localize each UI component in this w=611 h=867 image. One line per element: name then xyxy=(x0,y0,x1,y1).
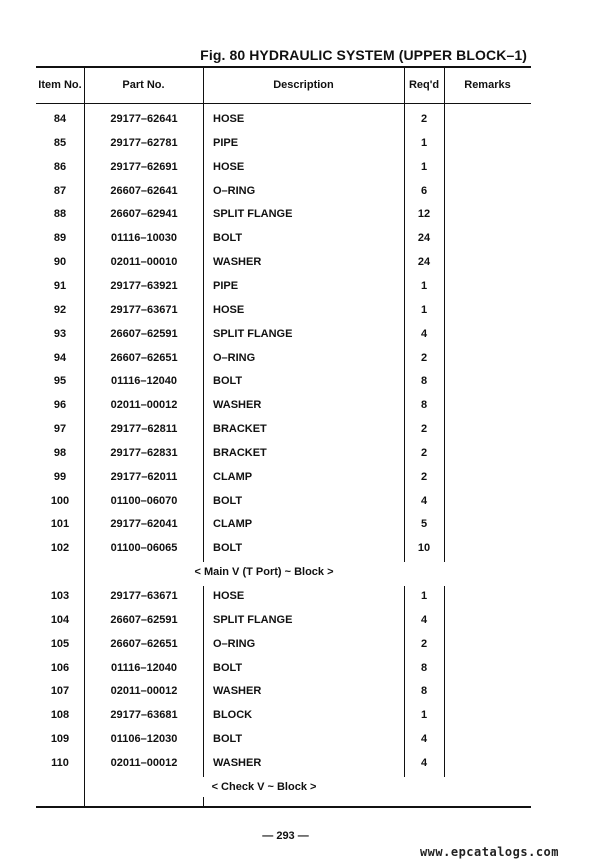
item-number: 95 xyxy=(53,375,67,387)
part-number: 26607–62591 xyxy=(110,328,178,340)
quantity-required: 1 xyxy=(420,709,428,721)
quantity-required: 24 xyxy=(417,232,431,244)
quantity-required: 1 xyxy=(420,590,428,602)
description: WASHER xyxy=(213,256,262,268)
description: BOLT xyxy=(213,542,243,554)
quantity-required: 2 xyxy=(420,638,428,650)
description: SPLIT FLANGE xyxy=(213,614,293,626)
quantity-required: 4 xyxy=(420,328,428,340)
header-reqd: Req'd xyxy=(408,79,440,91)
item-number: 87 xyxy=(53,185,67,197)
item-number: 94 xyxy=(53,352,67,364)
item-number: 102 xyxy=(50,542,70,554)
part-number: 26607–62591 xyxy=(110,614,178,626)
quantity-required: 1 xyxy=(420,137,428,149)
part-number: 29177–62041 xyxy=(110,518,178,530)
quantity-required: 8 xyxy=(420,662,428,674)
item-number: 90 xyxy=(53,256,67,268)
quantity-required: 4 xyxy=(420,495,428,507)
table-top-rule xyxy=(36,66,531,68)
quantity-required: 8 xyxy=(420,399,428,411)
description: BRACKET xyxy=(213,447,267,459)
quantity-required: 5 xyxy=(420,518,428,530)
item-number: 99 xyxy=(53,471,67,483)
quantity-required: 1 xyxy=(420,161,428,173)
item-number: 92 xyxy=(53,304,67,316)
description: PIPE xyxy=(213,280,239,292)
quantity-required: 6 xyxy=(420,185,428,197)
description: SPLIT FLANGE xyxy=(213,208,293,220)
quantity-required: 8 xyxy=(420,685,428,697)
part-number: 29177–62781 xyxy=(110,137,178,149)
item-number: 97 xyxy=(53,423,67,435)
item-number: 110 xyxy=(51,757,69,769)
header-bottom-rule xyxy=(36,103,531,104)
description: HOSE xyxy=(213,590,245,602)
description: WASHER xyxy=(213,685,262,697)
item-number: 88 xyxy=(53,208,67,220)
watermark: www.epcatalogs.com xyxy=(419,845,559,859)
column-divider xyxy=(444,104,445,562)
column-divider xyxy=(444,586,445,777)
description: BOLT xyxy=(213,733,243,745)
item-number: 96 xyxy=(53,399,67,411)
part-number: 01116–12040 xyxy=(110,662,178,674)
part-number: 01100–06070 xyxy=(110,495,178,507)
header-part-no: Part No. xyxy=(122,79,165,91)
part-number: 29177–63671 xyxy=(110,304,178,316)
part-number: 02011–00010 xyxy=(110,256,178,268)
quantity-required: 8 xyxy=(420,375,428,387)
description: BOLT xyxy=(213,662,243,674)
part-number: 29177–63681 xyxy=(110,709,178,721)
part-number: 01106–12030 xyxy=(110,733,178,745)
part-number: 26607–62651 xyxy=(110,638,178,650)
item-number: 100 xyxy=(50,495,70,507)
quantity-required: 4 xyxy=(420,757,428,769)
description: O–RING xyxy=(213,352,256,364)
figure-title: Fig. 80 HYDRAULIC SYSTEM (UPPER BLOCK–1) xyxy=(200,47,527,63)
part-number: 29177–62641 xyxy=(110,113,178,125)
part-number: 29177–62811 xyxy=(110,423,178,435)
quantity-required: 2 xyxy=(420,447,428,459)
item-number: 89 xyxy=(53,232,67,244)
item-number: 109 xyxy=(50,733,70,745)
item-number: 108 xyxy=(50,709,70,721)
quantity-required: 2 xyxy=(420,113,428,125)
part-number: 29177–62011 xyxy=(110,471,178,483)
header-description: Description xyxy=(273,79,334,91)
part-number: 02011–00012 xyxy=(110,757,178,769)
quantity-required: 4 xyxy=(420,614,428,626)
section-label: < Main V (T Port) ~ Block > xyxy=(194,566,334,578)
part-number: 26607–62641 xyxy=(110,185,178,197)
part-number: 26607–62941 xyxy=(110,208,178,220)
part-number: 29177–63921 xyxy=(110,280,178,292)
quantity-required: 1 xyxy=(420,304,428,316)
description: SPLIT FLANGE xyxy=(213,328,293,340)
part-number: 29177–62831 xyxy=(110,447,178,459)
quantity-required: 2 xyxy=(420,423,428,435)
quantity-required: 2 xyxy=(420,471,428,483)
item-number: 106 xyxy=(50,662,70,674)
quantity-required: 10 xyxy=(417,542,431,554)
item-number: 98 xyxy=(53,447,67,459)
item-number: 103 xyxy=(50,590,70,602)
part-number: 01100–06065 xyxy=(110,542,178,554)
part-number: 02011–00012 xyxy=(110,685,178,697)
item-number: 107 xyxy=(50,685,70,697)
part-number: 01116–12040 xyxy=(110,375,178,387)
description: HOSE xyxy=(213,113,245,125)
description: BOLT xyxy=(213,495,243,507)
quantity-required: 24 xyxy=(417,256,431,268)
item-number: 104 xyxy=(50,614,70,626)
description: WASHER xyxy=(213,399,262,411)
item-number: 101 xyxy=(50,518,70,530)
part-number: 26607–62651 xyxy=(110,352,178,364)
column-divider xyxy=(203,797,204,807)
description: BOLT xyxy=(213,375,243,387)
header-remarks: Remarks xyxy=(464,79,511,91)
item-number: 84 xyxy=(53,113,67,125)
description: CLAMP xyxy=(213,471,253,483)
item-number: 105 xyxy=(50,638,70,650)
description: O–RING xyxy=(213,638,256,650)
part-number: 29177–63671 xyxy=(110,590,178,602)
item-number: 86 xyxy=(53,161,67,173)
part-number: 02011–00012 xyxy=(110,399,178,411)
description: BRACKET xyxy=(213,423,267,435)
description: HOSE xyxy=(213,304,245,316)
description: BOLT xyxy=(213,232,243,244)
section-label: < Check V ~ Block > xyxy=(211,781,317,793)
part-number: 01116–10030 xyxy=(110,232,178,244)
part-number: 29177–62691 xyxy=(110,161,178,173)
quantity-required: 2 xyxy=(420,352,428,364)
description: BLOCK xyxy=(213,709,253,721)
quantity-required: 4 xyxy=(420,733,428,745)
header-item-no: Item No. xyxy=(38,79,82,91)
quantity-required: 12 xyxy=(417,208,431,220)
item-number: 85 xyxy=(53,137,67,149)
item-number: 91 xyxy=(53,280,67,292)
table-bottom-rule xyxy=(36,806,531,808)
description: HOSE xyxy=(213,161,245,173)
page-number: — 293 — xyxy=(262,830,309,842)
description: PIPE xyxy=(213,137,239,149)
description: WASHER xyxy=(213,757,262,769)
description: CLAMP xyxy=(213,518,253,530)
quantity-required: 1 xyxy=(420,280,428,292)
item-number: 93 xyxy=(53,328,67,340)
description: O–RING xyxy=(213,185,256,197)
